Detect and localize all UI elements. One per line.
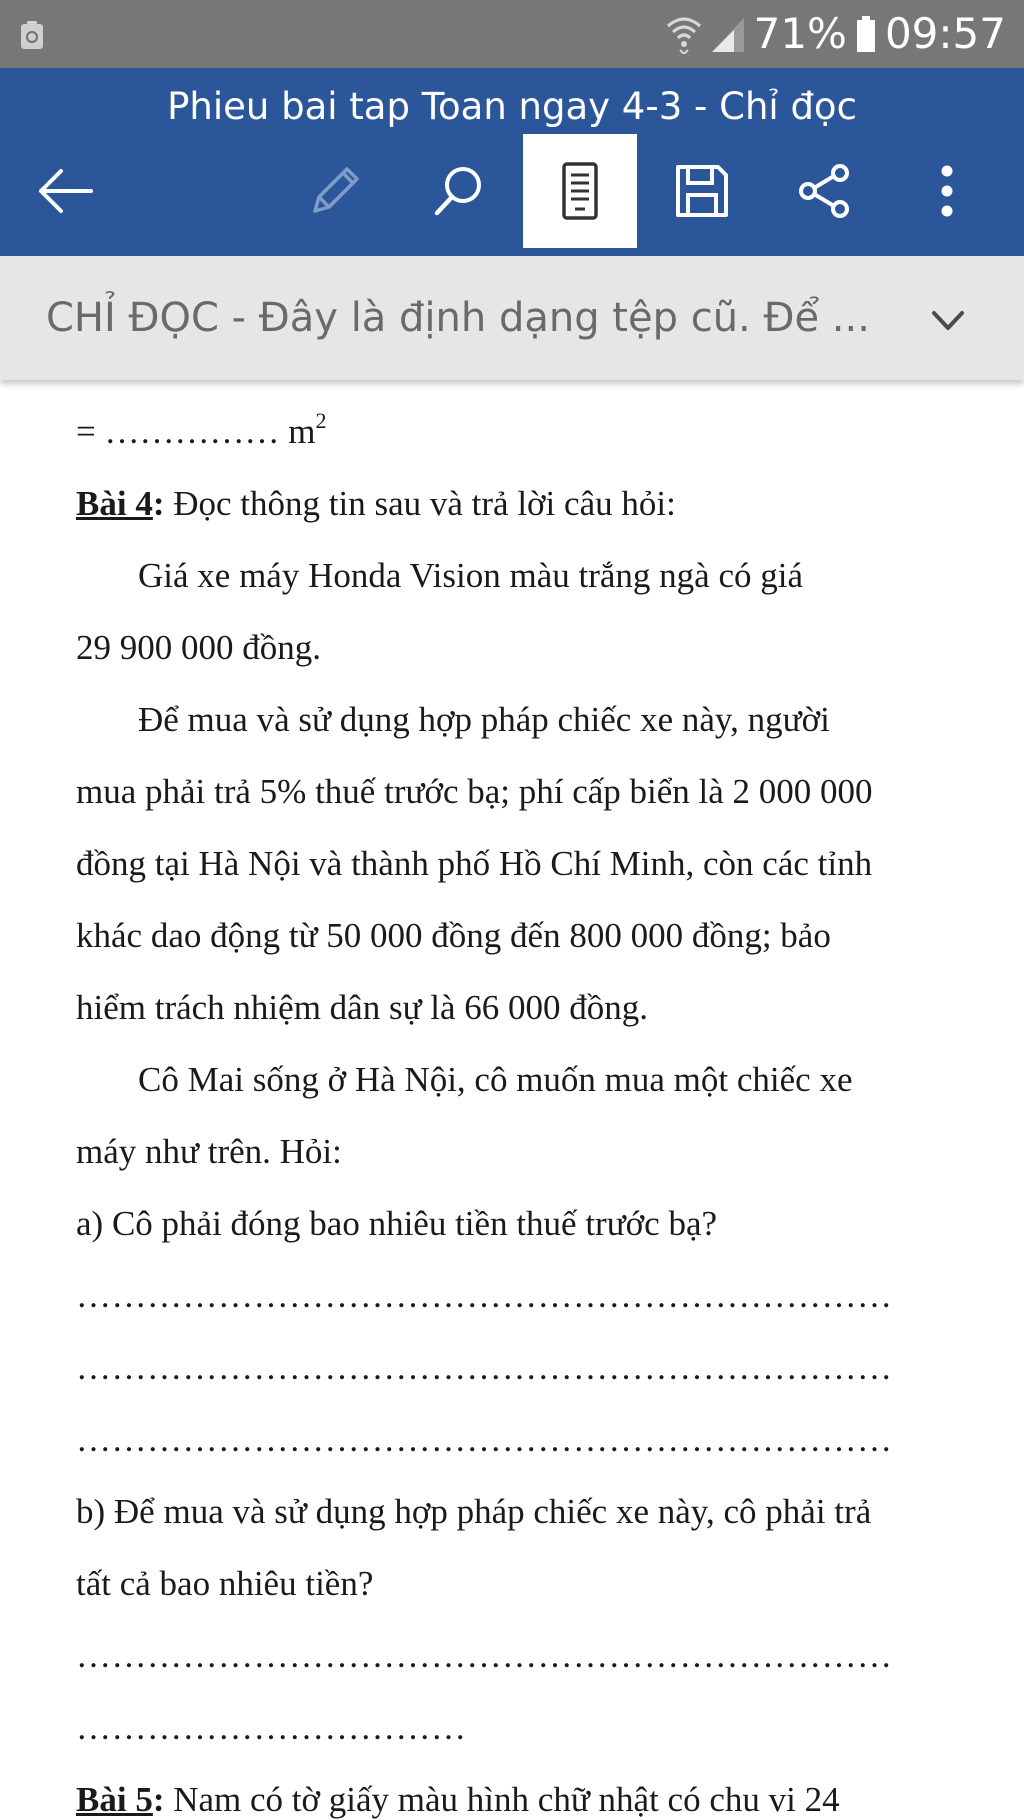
bai4-heading: Bài 4: Đọc thông tin sau và trả lời câu hỏi: <box>76 484 676 523</box>
paragraph-line: đồng tại Hà Nội và thành phố Hồ Chí Minh, còn các tỉnh <box>76 844 873 883</box>
answer-dots-line: …………………………………………………………… <box>76 1420 893 1459</box>
pencil-icon <box>305 161 365 221</box>
paragraph-line: hiểm trách nhiệm dân sự là 66 000 đồng. <box>76 988 649 1027</box>
mobile-view-button[interactable] <box>523 134 637 248</box>
answer-dots-line: …………………………………………………………… <box>76 1636 893 1675</box>
back-button[interactable] <box>8 134 122 248</box>
answer-dots-line: …………………………………………………………… <box>76 1348 893 1387</box>
document-body <box>76 396 976 1820</box>
document-title: Phieu bai tap Toan ngay 4-3 - Chỉ đọc <box>167 85 857 128</box>
save-button[interactable] <box>645 134 759 248</box>
paragraph-line: Giá xe máy Honda Vision màu trắng ngà có giá <box>138 556 803 595</box>
question-b-cont: tất cả bao nhiêu tiền? <box>76 1564 374 1603</box>
share-icon <box>794 161 854 221</box>
more-options-button[interactable] <box>890 134 1004 248</box>
bai4-label: Bài 4 <box>76 484 153 523</box>
edit-button[interactable] <box>278 134 392 248</box>
paragraph-line: Cô Mai sống ở Hà Nội, cô muốn mua một chiếc xe <box>138 1060 853 1099</box>
banner-message: CHỈ ĐỌC - Đây là định dạng tệp cũ. Để ... <box>46 295 870 341</box>
chevron-down-icon[interactable] <box>928 301 968 341</box>
cellular-signal-icon <box>710 14 746 54</box>
clock: 09:57 <box>884 9 1006 58</box>
read-only-banner[interactable] <box>0 256 1024 380</box>
paragraph-line: mua phải trả 5% thuế trước bạ; phí cấp biển là 2 000 000 <box>76 772 873 811</box>
recycle-notification-icon <box>20 20 44 50</box>
area-answer-line: = …………… $m^2$ <box>76 408 327 451</box>
battery-percent: 71% <box>753 9 847 58</box>
wifi-icon <box>666 14 702 54</box>
search-icon <box>429 161 489 221</box>
more-vert-icon <box>937 161 957 221</box>
back-arrow-icon <box>35 166 95 216</box>
save-icon <box>672 161 732 221</box>
question-a: a) Cô phải đóng bao nhiêu tiền thuế trước bạ? <box>76 1204 718 1243</box>
mobile-view-icon <box>558 161 602 221</box>
paragraph-line: máy như trên. Hỏi: <box>76 1132 342 1171</box>
answer-dots-line: …………………………… <box>76 1708 467 1747</box>
bai5-heading: Bài 5: Nam có tờ giấy màu hình chữ nhật có chu vi 24 <box>76 1780 840 1819</box>
paragraph-line: Để mua và sử dụng hợp pháp chiếc xe này, người <box>138 700 830 739</box>
status-bar <box>0 0 1024 68</box>
paragraph-line: 29 900 000 đồng. <box>76 628 321 667</box>
answer-dots-line: …………………………………………………………… <box>76 1276 893 1315</box>
app-header <box>0 68 1024 256</box>
question-b: b) Để mua và sử dụng hợp pháp chiếc xe này, cô phải trả <box>76 1492 872 1531</box>
search-button[interactable] <box>402 134 516 248</box>
paragraph-line: khác dao động từ 50 000 đồng đến 800 000 đồng; bảo <box>76 916 831 955</box>
bai5-label: Bài 5 <box>76 1780 153 1819</box>
battery-icon <box>855 14 877 54</box>
share-button[interactable] <box>767 134 881 248</box>
